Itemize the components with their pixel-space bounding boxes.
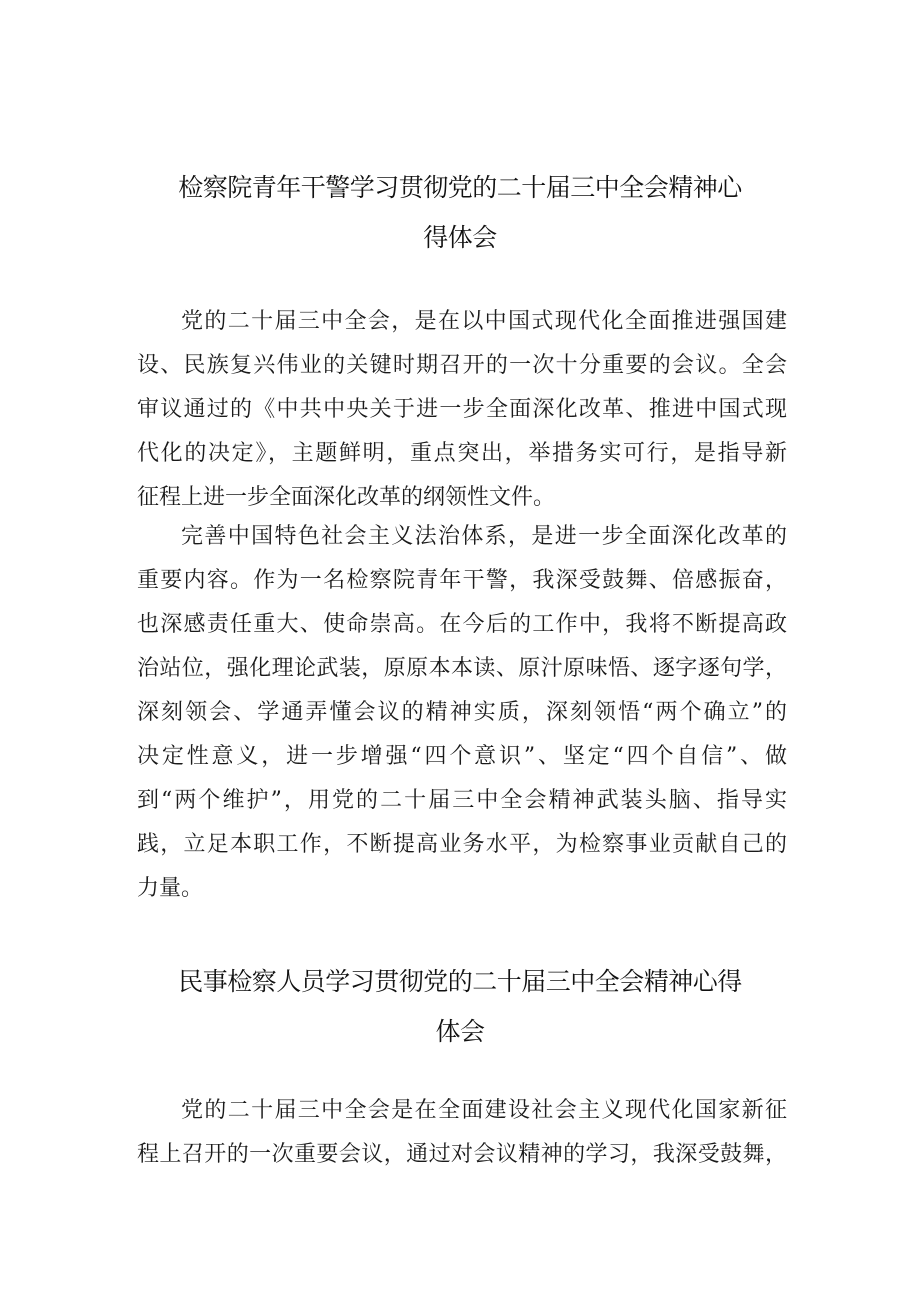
text-line: 党的二十届三中全会，是在以中国式现代化全面推进强国建: [181, 309, 787, 334]
text-line: 治站位，强化理论武装，原原本本读、原汁原味悟、逐字逐句学，: [137, 656, 787, 681]
text-line: 审议通过的《中共中央关于进一步全面深化改革、推进中国式现: [137, 397, 787, 422]
article-1-title-line: 得体会: [423, 223, 497, 252]
text-line: 程上召开的一次重要会议，通过对会议精神的学习，我深受鼓舞，: [137, 1142, 787, 1167]
article-1-title-line: 检察院青年干警学习贯彻党的二十届三中全会精神心: [178, 173, 742, 202]
text-line: 也深感责任重大、使命崇高。在今后的工作中，我将不断提高政: [137, 612, 787, 637]
text-line: 党的二十届三中全会是在全面建设社会主义现代化国家新征: [181, 1098, 787, 1123]
article-1-title: [0, 163, 920, 263]
text-line: 到“两个维护”，用党的二十届三中全会精神武装头脑、指导实: [137, 788, 787, 813]
article-2-title: [0, 957, 920, 1057]
text-line: 决定性意义，进一步增强“四个意识”、坚定“四个自信”、做: [137, 744, 787, 769]
text-line: 践，立足本职工作，不断提高业务水平，为检察事业贡献自己的: [137, 832, 787, 857]
article-2-title-line: 体会: [435, 1017, 485, 1046]
text-line: 力量。: [137, 876, 204, 901]
article-2-paragraph-1: [137, 1089, 787, 1177]
text-line: 征程上进一步全面深化改革的纲领性文件。: [137, 485, 556, 510]
text-line: 深刻领会、学通弄懂会议的精神实质，深刻领悟“两个确立”的: [137, 700, 787, 725]
article-1-paragraph-1: [137, 300, 787, 520]
text-line: 设、民族复兴伟业的关键时期召开的一次十分重要的会议。全会: [137, 353, 787, 378]
article-1-paragraph-2: [137, 515, 787, 911]
article-2-title-line: 民事检察人员学习贯彻党的二十届三中全会精神心得: [178, 967, 742, 996]
text-line: 重要内容。作为一名检察院青年干警，我深受鼓舞、倍感振奋，: [137, 568, 787, 593]
text-line: 代化的决定》，主题鲜明，重点突出，举措务实可行，是指导新: [137, 441, 787, 466]
text-line: 完善中国特色社会主义法治体系，是进一步全面深化改革的: [181, 524, 787, 549]
